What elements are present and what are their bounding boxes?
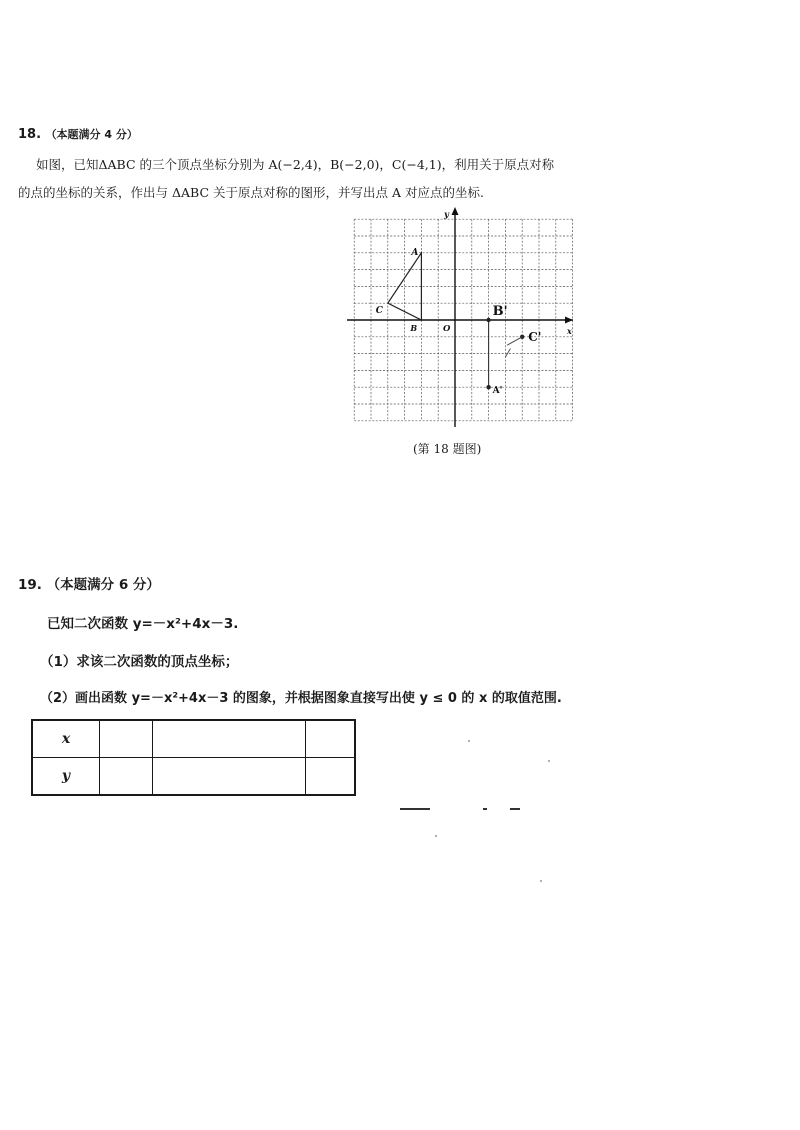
plotted-point (486, 318, 490, 322)
table-row-x (32, 720, 355, 758)
label-x-axis: x (567, 326, 572, 336)
scan-dot (435, 835, 437, 837)
q18-points: （本题满分 4 分） (45, 128, 138, 141)
scan-dot (548, 760, 550, 762)
q19-part2: （2）画出函数 y=－x²+4x－3 的图象，并根据图象直接写出使 y ≤ 0 的 x 的取值范围. (40, 691, 562, 706)
q18-text-line2: 的点的坐标的关系，作出与 ΔABC 关于原点对称的图形，并写出点 A 对应点的坐标. (18, 185, 484, 200)
scan-dot (468, 740, 470, 742)
plotted-point (520, 335, 524, 339)
label-a: A (411, 247, 419, 258)
scan-mark (400, 808, 430, 810)
scan-mark (483, 808, 487, 810)
handwritten-stroke (505, 349, 510, 357)
handwritten-label-c: C' (528, 329, 542, 344)
table-cell[interactable] (306, 758, 356, 796)
table-cell[interactable] (153, 758, 306, 796)
handwritten-stroke (507, 337, 522, 345)
scan-mark (510, 808, 520, 810)
table-cell[interactable] (153, 720, 306, 758)
q19-value-table (31, 719, 356, 796)
table-cell[interactable] (100, 720, 153, 758)
q19-intro: 已知二次函数 y=－x²+4x－3. (47, 616, 239, 632)
handwritten-label-b: B' (492, 303, 508, 319)
q18-figure-caption: (第 18 题图) (413, 442, 482, 456)
table-header-x: x (32, 720, 100, 758)
table-row-y (32, 758, 355, 796)
table-cell[interactable] (100, 758, 153, 796)
plotted-point (486, 385, 490, 389)
q19-part1: （1）求该二次函数的顶点坐标； (40, 654, 239, 670)
label-c: C (375, 306, 383, 317)
q18-coordinate-figure (345, 205, 580, 430)
table-cell[interactable] (306, 720, 356, 758)
q19-points: （本题满分 6 分） (46, 577, 160, 593)
label-y-axis: y (444, 210, 449, 220)
handwritten-label-a: A' (492, 386, 503, 397)
figure-shapes (388, 253, 525, 390)
y-axis-arrow (452, 207, 459, 215)
label-origin: O (443, 324, 451, 334)
x-axis-arrow (565, 317, 573, 324)
q19-number: 19. (18, 577, 42, 593)
scan-dot (540, 880, 542, 882)
label-b: B (410, 323, 418, 333)
coordinate-grid (345, 205, 580, 430)
table-header-y: y (32, 758, 100, 796)
q18-text-line1: 如图，已知ΔABC 的三个顶点坐标分别为 A(−2,4)，B(−2,0)，C(−4,1)，利用关于原点对称 (36, 157, 555, 172)
q18-number: 18. (18, 127, 42, 142)
